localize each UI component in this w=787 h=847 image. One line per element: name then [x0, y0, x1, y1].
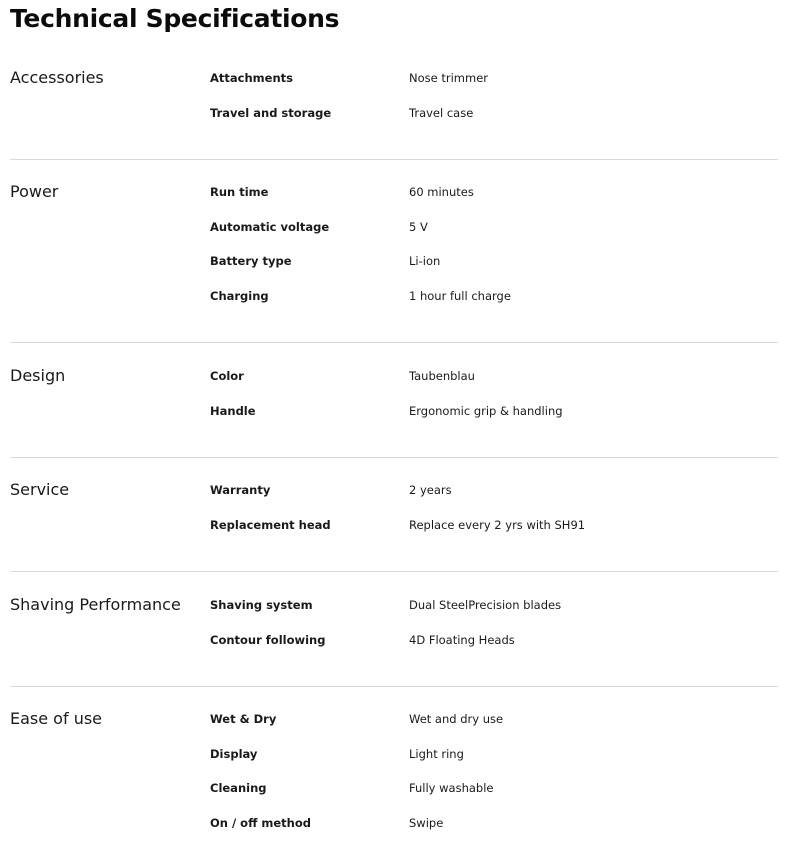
- spec-value: 60 minutes: [409, 184, 474, 200]
- spec-label: On / off method: [210, 815, 311, 831]
- spec-value: Swipe: [409, 815, 443, 831]
- spec-row: [210, 103, 778, 138]
- spec-row: [210, 217, 778, 252]
- spec-row: [210, 595, 778, 630]
- spec-value: Nose trimmer: [409, 70, 488, 86]
- section-title: Power: [10, 182, 58, 202]
- spec-list: [210, 595, 778, 664]
- spec-row: [210, 366, 778, 401]
- section-divider: [10, 159, 778, 160]
- spec-label: Attachments: [210, 70, 293, 86]
- spec-label: Wet & Dry: [210, 711, 276, 727]
- spec-row: [210, 68, 778, 103]
- spec-list: [210, 366, 778, 435]
- spec-label: Handle: [210, 403, 256, 419]
- spec-row: [210, 286, 778, 321]
- spec-row: [210, 401, 778, 436]
- spec-label: Color: [210, 368, 244, 384]
- section-title: Ease of use: [10, 709, 102, 729]
- section-divider: [10, 686, 778, 687]
- spec-value: Travel case: [409, 105, 473, 121]
- spec-value: 4D Floating Heads: [409, 632, 515, 648]
- spec-label: Battery type: [210, 253, 292, 269]
- spec-list: [210, 480, 778, 549]
- spec-label: Cleaning: [210, 780, 267, 796]
- spec-value: 1 hour full charge: [409, 288, 511, 304]
- section-title: Accessories: [10, 68, 104, 88]
- spec-value: Wet and dry use: [409, 711, 503, 727]
- spec-label: Charging: [210, 288, 269, 304]
- spec-row: [210, 480, 778, 515]
- page-title: Technical Specifications: [10, 3, 339, 35]
- section-title: Shaving Performance: [10, 595, 181, 615]
- spec-label: Display: [210, 746, 257, 762]
- section-title: Design: [10, 366, 65, 386]
- section-divider: [10, 342, 778, 343]
- spec-label: Warranty: [210, 482, 270, 498]
- spec-value: 2 years: [409, 482, 452, 498]
- spec-row: [210, 251, 778, 286]
- spec-label: Travel and storage: [210, 105, 331, 121]
- spec-row: [210, 778, 778, 813]
- spec-label: Shaving system: [210, 597, 313, 613]
- spec-value: Taubenblau: [409, 368, 475, 384]
- spec-value: Light ring: [409, 746, 464, 762]
- spec-value: Fully washable: [409, 780, 493, 796]
- spec-row: [210, 182, 778, 217]
- spec-label: Replacement head: [210, 517, 331, 533]
- spec-label: Run time: [210, 184, 268, 200]
- section-divider: [10, 457, 778, 458]
- spec-list: [210, 709, 778, 847]
- section-divider: [10, 571, 778, 572]
- section-title: Service: [10, 480, 69, 500]
- spec-value: Dual SteelPrecision blades: [409, 597, 561, 613]
- spec-value: 5 V: [409, 219, 428, 235]
- spec-value: Li-ion: [409, 253, 440, 269]
- spec-row: [210, 515, 778, 550]
- spec-row: [210, 744, 778, 779]
- spec-list: [210, 68, 778, 137]
- spec-label: Automatic voltage: [210, 219, 329, 235]
- spec-value: Ergonomic grip & handling: [409, 403, 563, 419]
- spec-label: Contour following: [210, 632, 325, 648]
- spec-row: [210, 813, 778, 847]
- spec-value: Replace every 2 yrs with SH91: [409, 517, 585, 533]
- spec-list: [210, 182, 778, 320]
- spec-row: [210, 630, 778, 665]
- spec-row: [210, 709, 778, 744]
